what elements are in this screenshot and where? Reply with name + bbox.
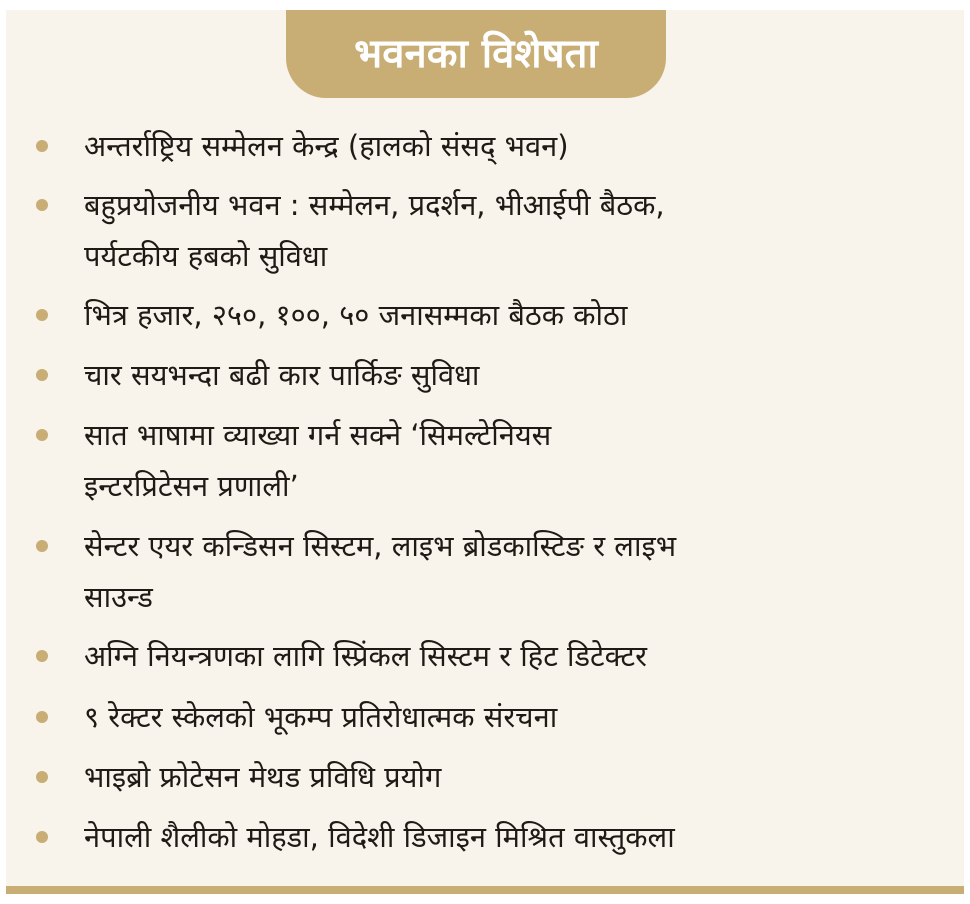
feature-item (84, 692, 944, 743)
bullet-icon (36, 711, 48, 723)
feature-text-continued: पर्यटकीय हबको सुविधा (84, 239, 328, 273)
bottom-divider (6, 886, 964, 894)
feature-text: सात भाषामा व्याख्या गर्न सक्ने ‘सिमल्टेनियस (84, 418, 552, 452)
feature-text: भित्र हजार, २५०, १००, ५० जनासम्मका बैठक कोठा (84, 298, 628, 332)
feature-item (84, 521, 944, 623)
bullet-icon (36, 650, 48, 662)
feature-text: भाइब्रो फ्रोटेसन मेथड प्रविधि प्रयोग (84, 760, 442, 794)
feature-text: सेन्टर एयर कन्डिसन सिस्टम, लाइभ ब्रोडकास्टिङ र लाइभ (84, 529, 677, 563)
feature-item (84, 121, 944, 172)
feature-item (84, 180, 944, 282)
feature-item (84, 631, 944, 682)
feature-item (84, 812, 944, 863)
bullet-icon (36, 140, 48, 152)
feature-text-continued: इन्टरप्रिटेसन प्रणाली’ (84, 469, 299, 503)
feature-item (84, 290, 944, 341)
feature-text-continued: साउन्ड (84, 580, 153, 614)
feature-item (84, 410, 944, 512)
feature-text: ९ रेक्टर स्केलको भूकम्प प्रतिरोधात्मक संरचना (84, 700, 558, 734)
bullet-icon (36, 771, 48, 783)
feature-text: अग्नि नियन्त्रणका लागि स्प्रिंकल सिस्टम र हिट डिटेक्टर (84, 639, 647, 673)
feature-text: अन्तर्राष्ट्रिय सम्मेलन केन्द्र (हालको संसद् भवन) (84, 129, 569, 163)
bullet-icon (36, 429, 48, 441)
feature-item (84, 350, 944, 401)
bullet-icon (36, 309, 48, 321)
bullet-icon (36, 831, 48, 843)
bullet-icon (36, 540, 48, 552)
bullet-icon (36, 199, 48, 211)
bullet-icon (36, 369, 48, 381)
feature-item (84, 752, 944, 803)
feature-text: बहुप्रयोजनीय भवन : सम्मेलन, प्रदर्शन, भीआईपी बैठक, (84, 188, 665, 222)
panel-title: भवनका विशेषता (354, 31, 598, 77)
feature-text: नेपाली शैलीको मोहडा, विदेशी डिजाइन मिश्रित वास्तुकला (84, 820, 675, 854)
feature-text: चार सयभन्दा बढी कार पार्किङ सुविधा (84, 358, 480, 392)
